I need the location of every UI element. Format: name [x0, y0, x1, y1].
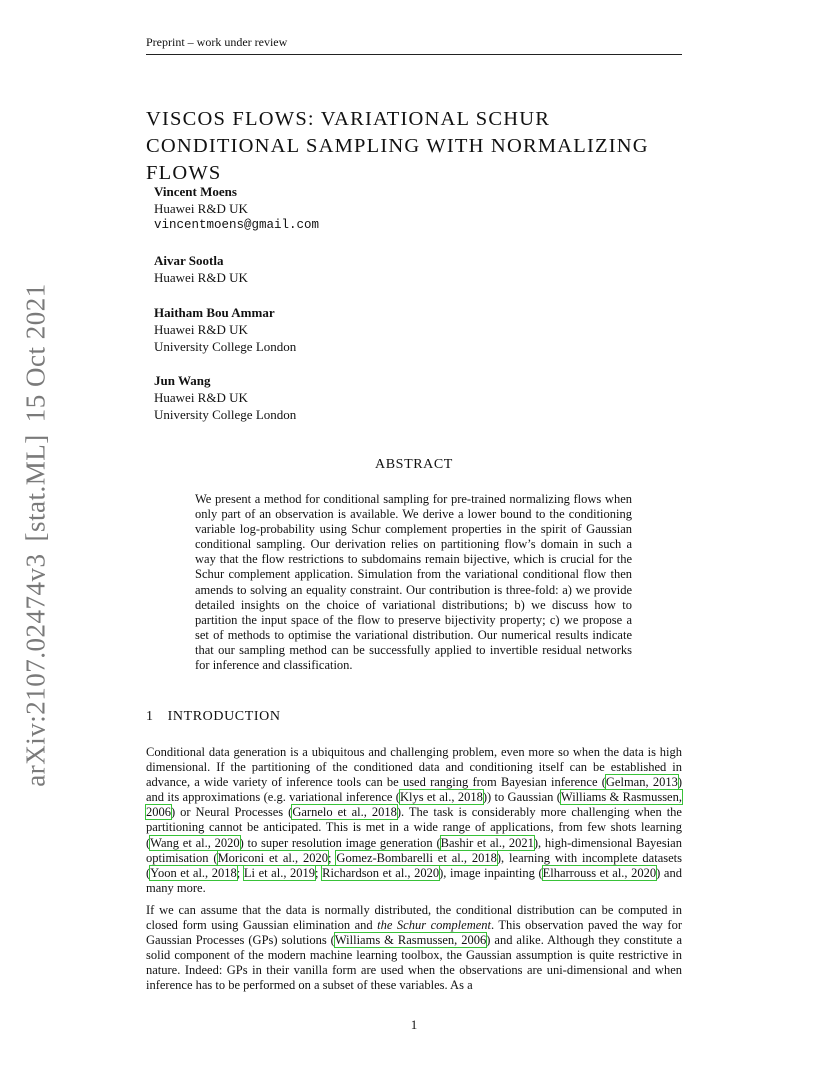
citation-link[interactable]: Richardson et al., 2020 [322, 865, 440, 880]
text-run: ), high-dimensional Bayesian optimisation ( [146, 835, 682, 865]
author-name: Aivar Sootla [154, 253, 224, 268]
citation-link[interactable]: Elharrouss et al., 2020 [542, 865, 657, 880]
citation-link[interactable]: Klys et al., 2018 [399, 790, 483, 805]
text-run: . This observation paved the way for Gaussian Processes (GPs) solutions ( [146, 918, 682, 948]
author-block [154, 372, 296, 423]
text-run: )) to Gaussian ( [482, 790, 561, 805]
author-affiliation: Huawei R&D UK [154, 270, 248, 285]
emphasis-text: the Schur complement [377, 918, 491, 933]
citation-link[interactable]: Bashir et al., 2021 [440, 835, 534, 850]
arxiv-date: 15 Oct 2021 [20, 283, 51, 423]
section-title: INTRODUCTION [167, 709, 281, 724]
section-heading [146, 709, 281, 725]
citation-link[interactable]: Gomez-Bombarelli et al., 2018 [336, 850, 497, 865]
author-affiliation: University College London [154, 407, 297, 422]
author-block [154, 252, 248, 286]
author-name: Haitham Bou Ammar [154, 305, 275, 320]
citation-link[interactable]: Williams & Rasmussen, 2006 [146, 790, 682, 820]
intro-paragraph-1 [146, 745, 682, 896]
author-affiliation: Huawei R&D UK [154, 201, 248, 216]
citation-link[interactable]: Williams & Rasmussen, 2006 [334, 933, 487, 948]
text-run: ). The task is considerably more challenging when the partitioning cannot be anticipated. This is met in a wide range of applications, from few shots learning ( [146, 805, 682, 850]
text-run: ), image inpainting ( [439, 865, 543, 880]
text-run: ; [328, 850, 337, 865]
paper-title: VISCOS FLOWS: VARIATIONAL SCHUR CONDITIONAL SAMPLING WITH NORMALIZING FLOWS [146, 108, 649, 184]
citation-link[interactable]: Garnelo et al., 2018 [292, 805, 397, 820]
arxiv-category: [stat.ML] [20, 434, 51, 542]
author-block [154, 304, 296, 355]
author-block [154, 183, 319, 234]
citation-link[interactable]: Moriconi et al., 2020 [217, 850, 329, 865]
author-affiliation: University College London [154, 339, 297, 354]
text-run: If we can assume that the data is normally distributed, the conditional distribution can be computed in closed form using Gaussian elimination and [146, 903, 682, 933]
text-run: ) or Neural Processes ( [171, 805, 293, 820]
page-number: 1 [410, 1017, 418, 1032]
author-name: Jun Wang [154, 373, 211, 388]
author-name: Vincent Moens [154, 184, 237, 199]
intro-paragraph-2 [146, 903, 682, 994]
running-header: Preprint – work under review [146, 35, 682, 55]
arxiv-stamp [21, 277, 52, 792]
text-run: ) to super resolution image generation ( [239, 835, 441, 850]
text-run: ), learning with incomplete datasets ( [146, 850, 682, 880]
author-affiliation: Huawei R&D UK [154, 322, 248, 337]
arxiv-id[interactable]: arXiv:2107.02474v3 [20, 553, 51, 787]
author-affiliation: Huawei R&D UK [154, 390, 248, 405]
citation-link[interactable]: Yoon et al., 2018 [150, 865, 237, 880]
text-run: ) and alike. Although they constitute a solid component of the modern machine learning toolbox, the Gaussian assumption is quite restrictive in nature. Indeed: GPs in their vanilla form are used when the observations are uni-dimensional and when inference has to be performed on a subset of these variables. As a [146, 933, 682, 993]
citation-link[interactable]: Wang et al., 2020 [150, 835, 240, 850]
author-email[interactable]: vincentmoens@gmail.com [154, 218, 320, 232]
abstract-text: We present a method for conditional sampling for pre-trained normalizing flows when only part of an observation is available. We derive a lower bound to the conditioning variable log-probability using Schur complement properties in the spirit of Gaussian conditional sampling. Our derivation relies on partitioning flow’s domain in such a way that the flow restrictions to subdomains remain bijective, which is crucial for the Schur complement application. Simulation from the variational conditional flow then amends to solving an equality constraint. Our contribution is three-fold: a) we provide detailed insights on the choice of variational distributions; b) we discuss how to partition the input space of the flow to preserve bijectivity property; c) we propose a set of methods to optimise the variational distribution. Our numerical results indicate that our sampling method can be successfully applied to invertible residual networks for inference and classification. [195, 492, 632, 673]
text-run: Conditional data generation is a ubiquitous and challenging problem, even more so when the data is high dimensional. If the partitioning of the conditioned data and conditioning itself can be established in advance, a wide variety of inference tools can be used ranging from Bayesian inference ( [146, 745, 682, 790]
section-number: 1 [146, 709, 154, 724]
citation-link[interactable]: Gelman, 2013 [605, 775, 678, 790]
text-run: ) and many more. [146, 865, 682, 895]
text-run: ; [315, 865, 323, 880]
text-run: ) and its approximations (e.g. variational inference ( [146, 775, 682, 805]
abstract-heading: ABSTRACT [375, 457, 453, 472]
citation-link[interactable]: Li et al., 2019 [243, 865, 316, 880]
text-run: ; [236, 865, 244, 880]
